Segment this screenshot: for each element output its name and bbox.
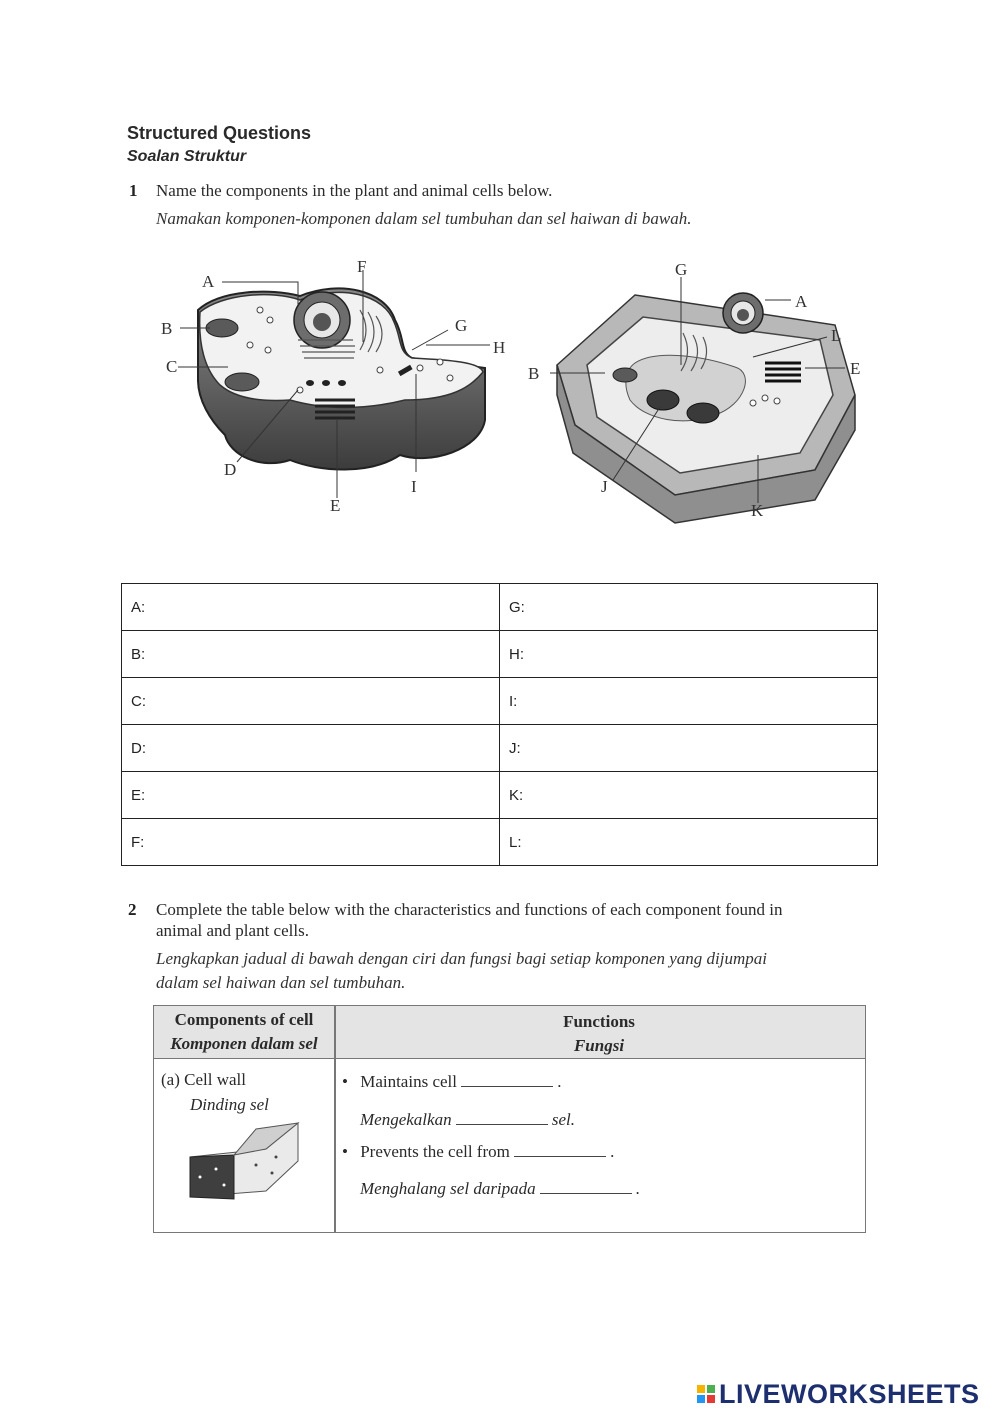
col2-header: Functions [563,1012,635,1031]
plant-label-a: A [795,292,808,311]
row-a-label-ms: Dinding sel [190,1095,269,1114]
animal-label-g: G [455,316,468,335]
row-a-label: (a) Cell wall [161,1070,246,1089]
cell-wall-illustration [186,1119,304,1201]
table-row [122,819,878,866]
function-2-period: . [610,1142,615,1161]
liveworksheets-logo[interactable] [697,1377,980,1411]
table-row [122,584,878,631]
plant-label-k: K [751,501,764,520]
plant-label-b: B [528,364,540,383]
function-1: Maintains cell [360,1072,457,1091]
function-1-ms-blank[interactable] [456,1110,548,1125]
bullet-1: • [342,1072,348,1091]
answer-cell-g[interactable]: G: [500,584,878,631]
answer-table [121,583,878,866]
plant-label-j: J [601,477,608,496]
logo-text: LIVEWORKSHEETS [719,1378,980,1409]
function-2-ms-blank[interactable] [540,1179,632,1194]
plant-label-l: L [831,326,842,345]
answer-cell-i[interactable]: I: [500,678,878,725]
animal-label-d: D [224,460,237,479]
table-row [122,725,878,772]
function-1-ms-end: sel. [551,1110,575,1129]
plant-cell-diagram [525,255,870,525]
animal-label-c: C [166,357,178,376]
answer-cell-f[interactable]: F: [122,819,500,866]
answer-cell-a[interactable]: A: [122,584,500,631]
answer-cell-c[interactable]: C: [122,678,500,725]
question-2-text-line2: animal and plant cells. [156,921,309,940]
animal-label-h: H [493,338,506,357]
bullet-2: • [342,1142,348,1161]
answer-cell-e[interactable]: E: [122,772,500,819]
animal-label-e: E [330,496,341,515]
animal-label-b: B [161,319,173,338]
animal-label-f: F [357,257,367,276]
section-subtitle: Soalan Struktur [127,148,247,165]
question-2-text-ms-line2: dalam sel haiwan dan sel tumbuhan. [156,973,406,992]
answer-cell-l[interactable]: L: [500,819,878,866]
animal-label-i: I [411,477,417,496]
col1-header-ms: Komponen dalam sel [170,1034,318,1053]
plant-label-e: E [850,359,861,378]
function-1-ms: Mengekalkan [360,1110,452,1129]
question-2-text-ms-line1: Lengkapkan jadual di bawah dengan ciri dan fungsi bagi setiap komponen yang dijumpai [156,949,768,968]
function-1-period: . [557,1072,562,1091]
col2-header-ms: Fungsi [573,1036,625,1055]
animal-cell-diagram [150,250,530,525]
plant-label-g: G [675,260,688,279]
answer-cell-d[interactable]: D: [122,725,500,772]
function-1-blank[interactable] [461,1072,553,1087]
table-row [122,678,878,725]
function-2-blank[interactable] [514,1142,606,1157]
answer-cell-h[interactable]: H: [500,631,878,678]
answer-cell-b[interactable]: B: [122,631,500,678]
answer-cell-j[interactable]: J: [500,725,878,772]
answer-cell-k[interactable]: K: [500,772,878,819]
question-1-text-ms: Namakan komponen-komponen dalam sel tumbuhan dan sel haiwan di bawah. [156,209,692,228]
table-row [122,772,878,819]
question-1-number: 1 [129,181,138,200]
question-1-text: Name the components in the plant and animal cells below. [156,181,553,200]
characteristics-table [153,1005,866,1233]
animal-label-a: A [202,272,215,291]
question-2-text-line1: Complete the table below with the characteristics and functions of each component found in [156,900,783,919]
function-2: Prevents the cell from [360,1142,510,1161]
table-row [122,631,878,678]
logo-mark-icon [697,1385,715,1403]
col1-header: Components of cell [174,1010,314,1029]
question-2-number: 2 [128,900,137,919]
function-2-ms-period: . [635,1179,641,1198]
section-title: Structured Questions [127,123,312,143]
function-2-ms: Menghalang sel daripada [360,1179,536,1198]
